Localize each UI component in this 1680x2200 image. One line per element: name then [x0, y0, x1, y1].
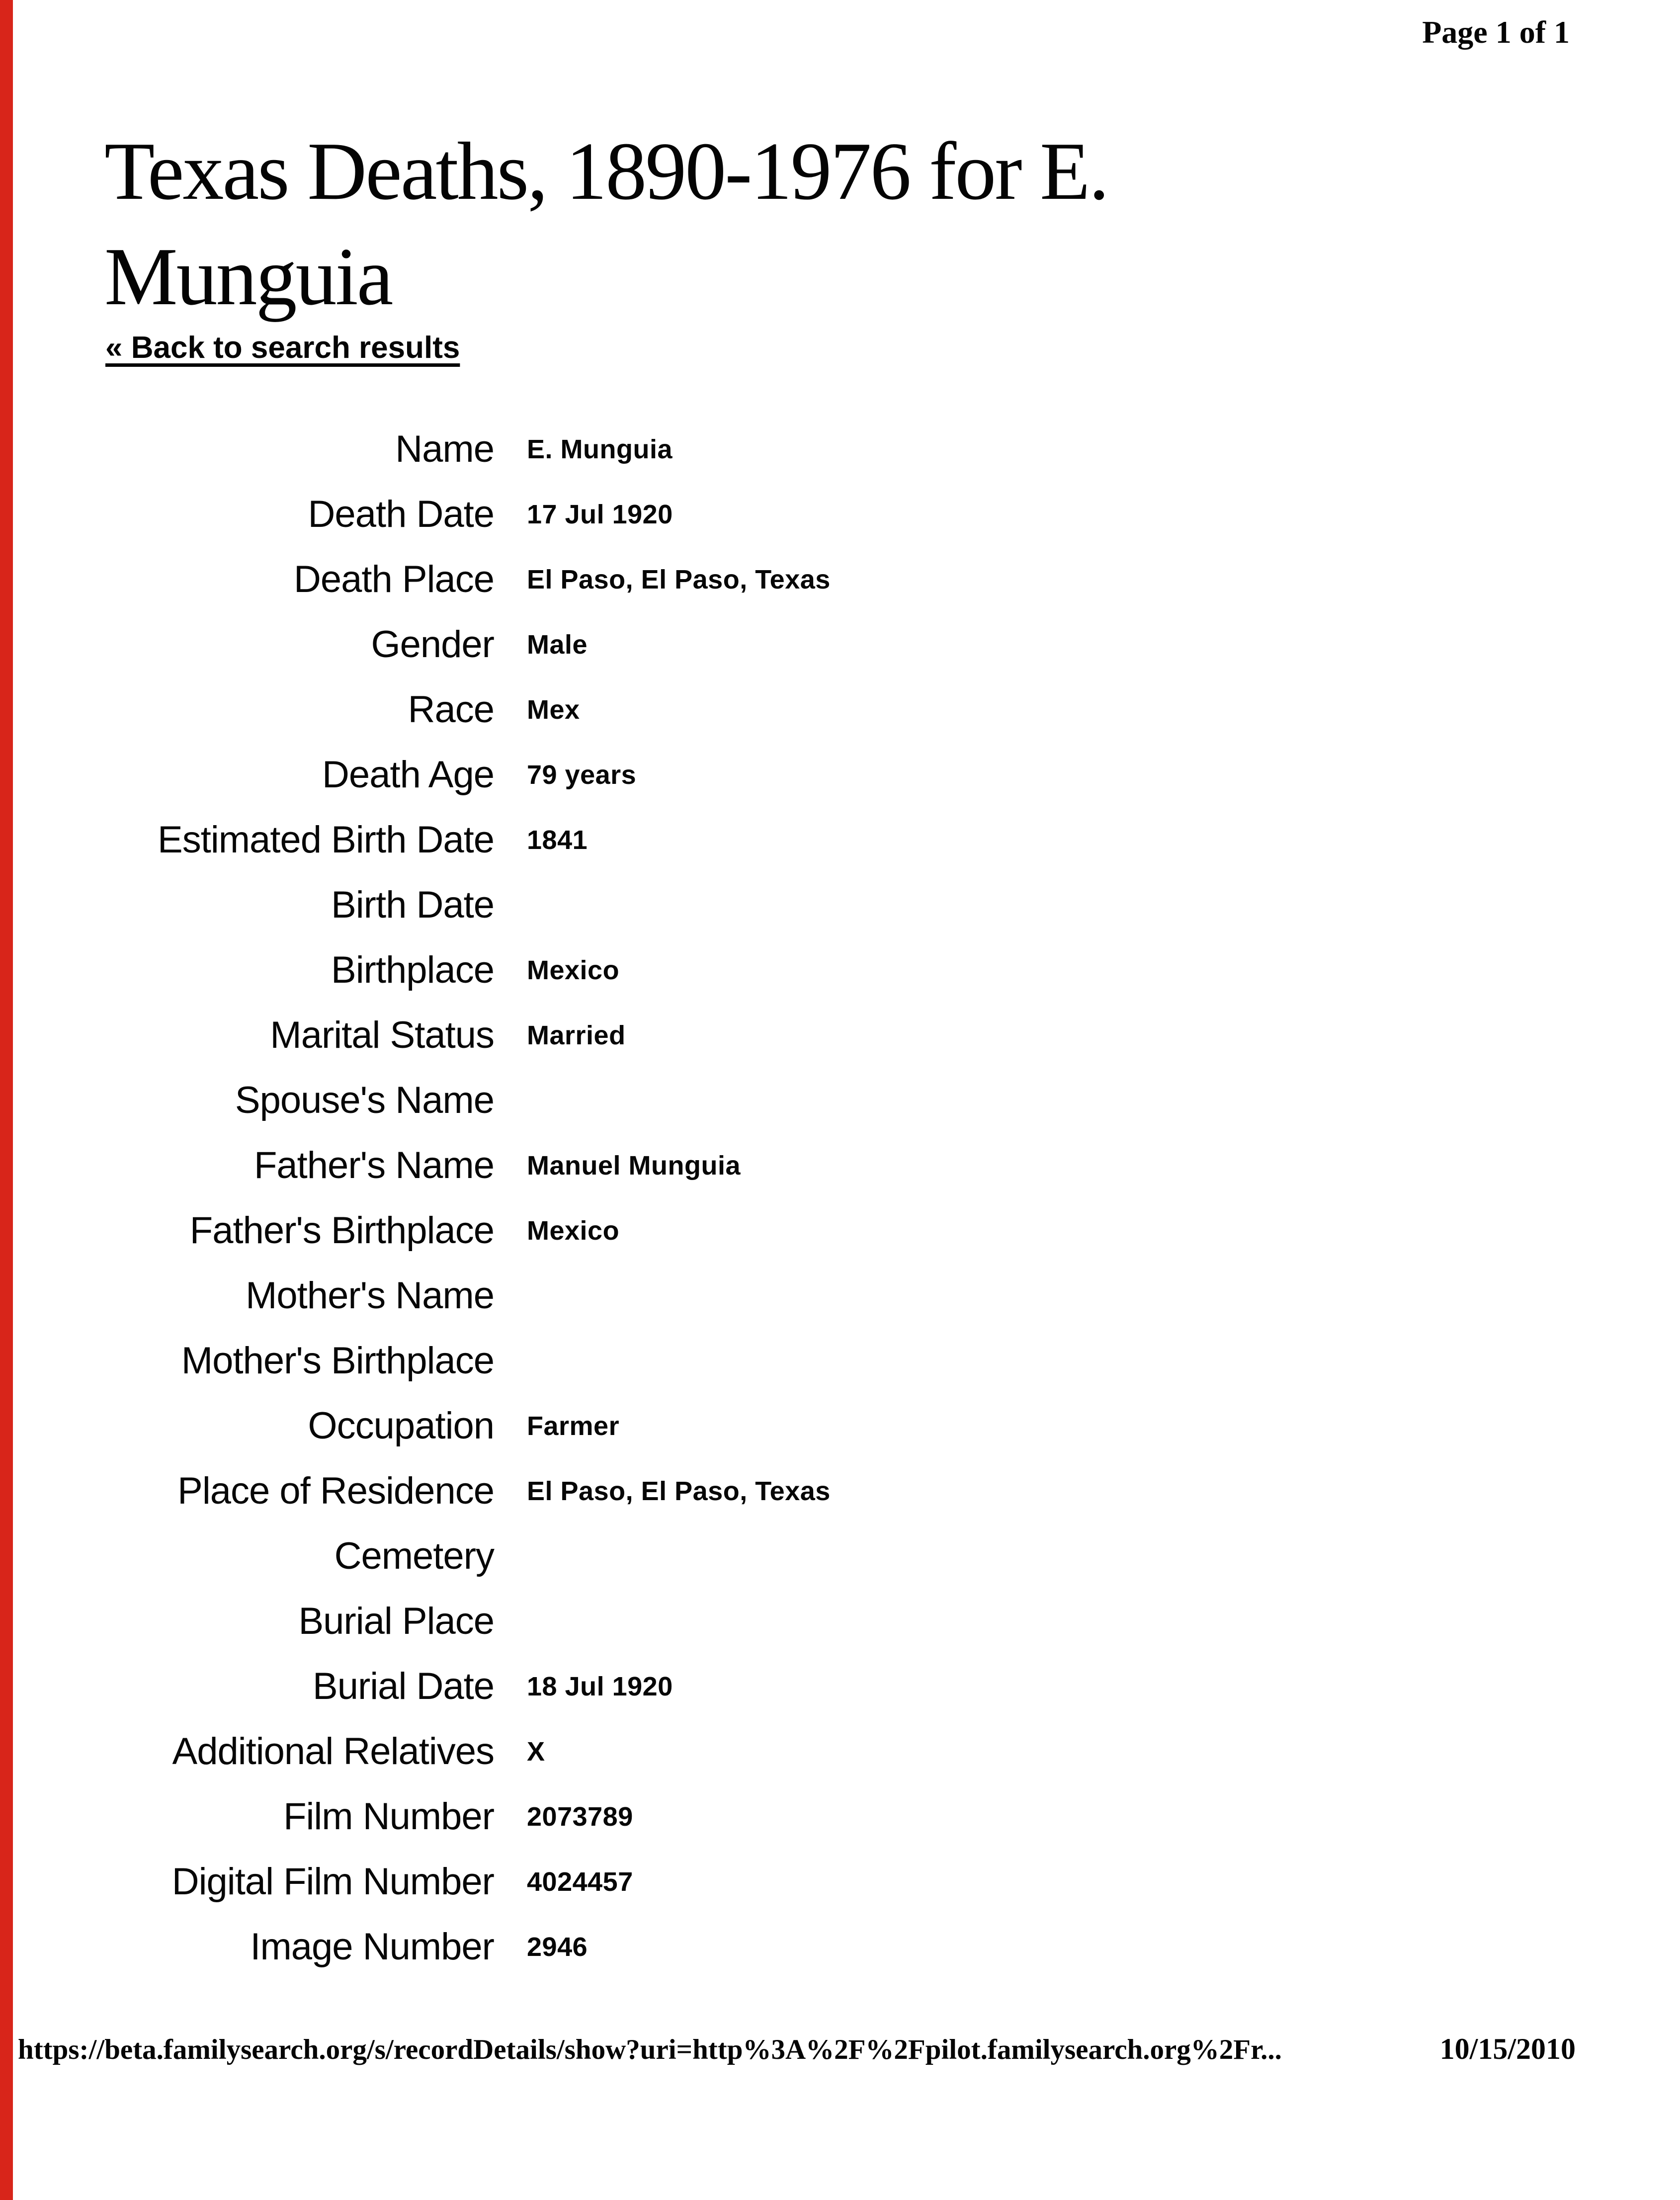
record-row: [105, 1198, 1635, 1263]
field-label: Marital Status: [270, 1014, 494, 1056]
field-label: Birthplace: [331, 949, 494, 991]
print-footer-date: 10/15/2010: [1439, 2032, 1576, 2065]
field-value: 18 Jul 1920: [527, 1671, 673, 1701]
field-value: Mex: [527, 694, 580, 725]
field-value: E. Munguia: [527, 434, 672, 464]
record-row: [105, 547, 1635, 612]
field-label: Father's Name: [253, 1144, 494, 1186]
field-value: Mexico: [527, 1215, 620, 1246]
record-row: [105, 1393, 1635, 1458]
record-row: [105, 807, 1635, 872]
field-label: Birth Date: [331, 884, 494, 926]
field-value: X: [527, 1736, 545, 1767]
field-value: 1841: [527, 825, 588, 855]
record-row: [105, 482, 1635, 547]
record-row: [105, 1523, 1635, 1589]
field-label: Race: [408, 688, 494, 731]
field-label: Image Number: [250, 1926, 494, 1968]
field-label: Estimated Birth Date: [158, 819, 494, 861]
record-row: [105, 1263, 1635, 1328]
field-value: Male: [527, 629, 588, 660]
record-row: [105, 1914, 1635, 1979]
record-row: [105, 677, 1635, 742]
field-label: Gender: [371, 623, 494, 666]
field-label: Film Number: [283, 1795, 494, 1838]
field-value: 2073789: [527, 1801, 633, 1832]
field-label: Cemetery: [334, 1535, 494, 1577]
field-label: Name: [395, 428, 494, 470]
record-row: [105, 1068, 1635, 1133]
field-label: Digital Film Number: [171, 1861, 494, 1903]
field-value: El Paso, El Paso, Texas: [527, 564, 831, 594]
field-label: Additional Relatives: [172, 1730, 494, 1773]
print-page-number: Page 1 of 1: [1422, 14, 1570, 50]
field-label: Mother's Name: [246, 1274, 494, 1317]
record-row: [105, 1654, 1635, 1719]
record-row: [105, 417, 1635, 482]
record-row: [105, 1133, 1635, 1198]
field-label: Burial Place: [298, 1600, 494, 1642]
field-label: Father's Birthplace: [189, 1209, 494, 1252]
print-footer: [18, 2032, 1576, 2066]
field-label: Death Place: [293, 558, 494, 600]
field-value: 79 years: [527, 760, 637, 790]
field-value: Mexico: [527, 955, 620, 985]
back-to-search-results-link[interactable]: « Back to search results: [105, 331, 460, 365]
record-row: [105, 1458, 1635, 1523]
field-value: Manuel Munguia: [527, 1150, 741, 1181]
record-row: [105, 612, 1635, 677]
field-value: 17 Jul 1920: [527, 499, 673, 529]
page-title: Texas Deaths, 1890-1976 for E. Munguia: [104, 125, 1108, 323]
field-label: Death Date: [308, 493, 494, 535]
field-value: 2946: [527, 1932, 588, 1962]
record-details-table: [105, 417, 1635, 1979]
field-value: El Paso, El Paso, Texas: [527, 1476, 831, 1506]
field-value: Married: [527, 1020, 626, 1050]
record-row: [105, 937, 1635, 1003]
record-row: [105, 1328, 1635, 1393]
record-row: [105, 1849, 1635, 1914]
field-label: Death Age: [322, 754, 494, 796]
record-row: [105, 1003, 1635, 1068]
scan-edge-red-stripe: [0, 0, 13, 2200]
record-row: [105, 1589, 1635, 1654]
field-label: Spouse's Name: [235, 1079, 494, 1121]
record-row: [105, 1784, 1635, 1849]
field-value: 4024457: [527, 1866, 633, 1897]
field-value: Farmer: [527, 1411, 620, 1441]
record-row: [105, 742, 1635, 807]
field-label: Occupation: [308, 1405, 494, 1447]
record-row: [105, 1719, 1635, 1784]
record-row: [105, 872, 1635, 937]
print-footer-url: https://beta.familysearch.org/s/recordDetails/show?uri=http%3A%2F%2Fpilot.familysearch.org%2Fr...: [18, 2034, 1282, 2065]
field-label: Place of Residence: [177, 1470, 494, 1512]
field-label: Mother's Birthplace: [181, 1340, 494, 1382]
field-label: Burial Date: [313, 1665, 494, 1707]
